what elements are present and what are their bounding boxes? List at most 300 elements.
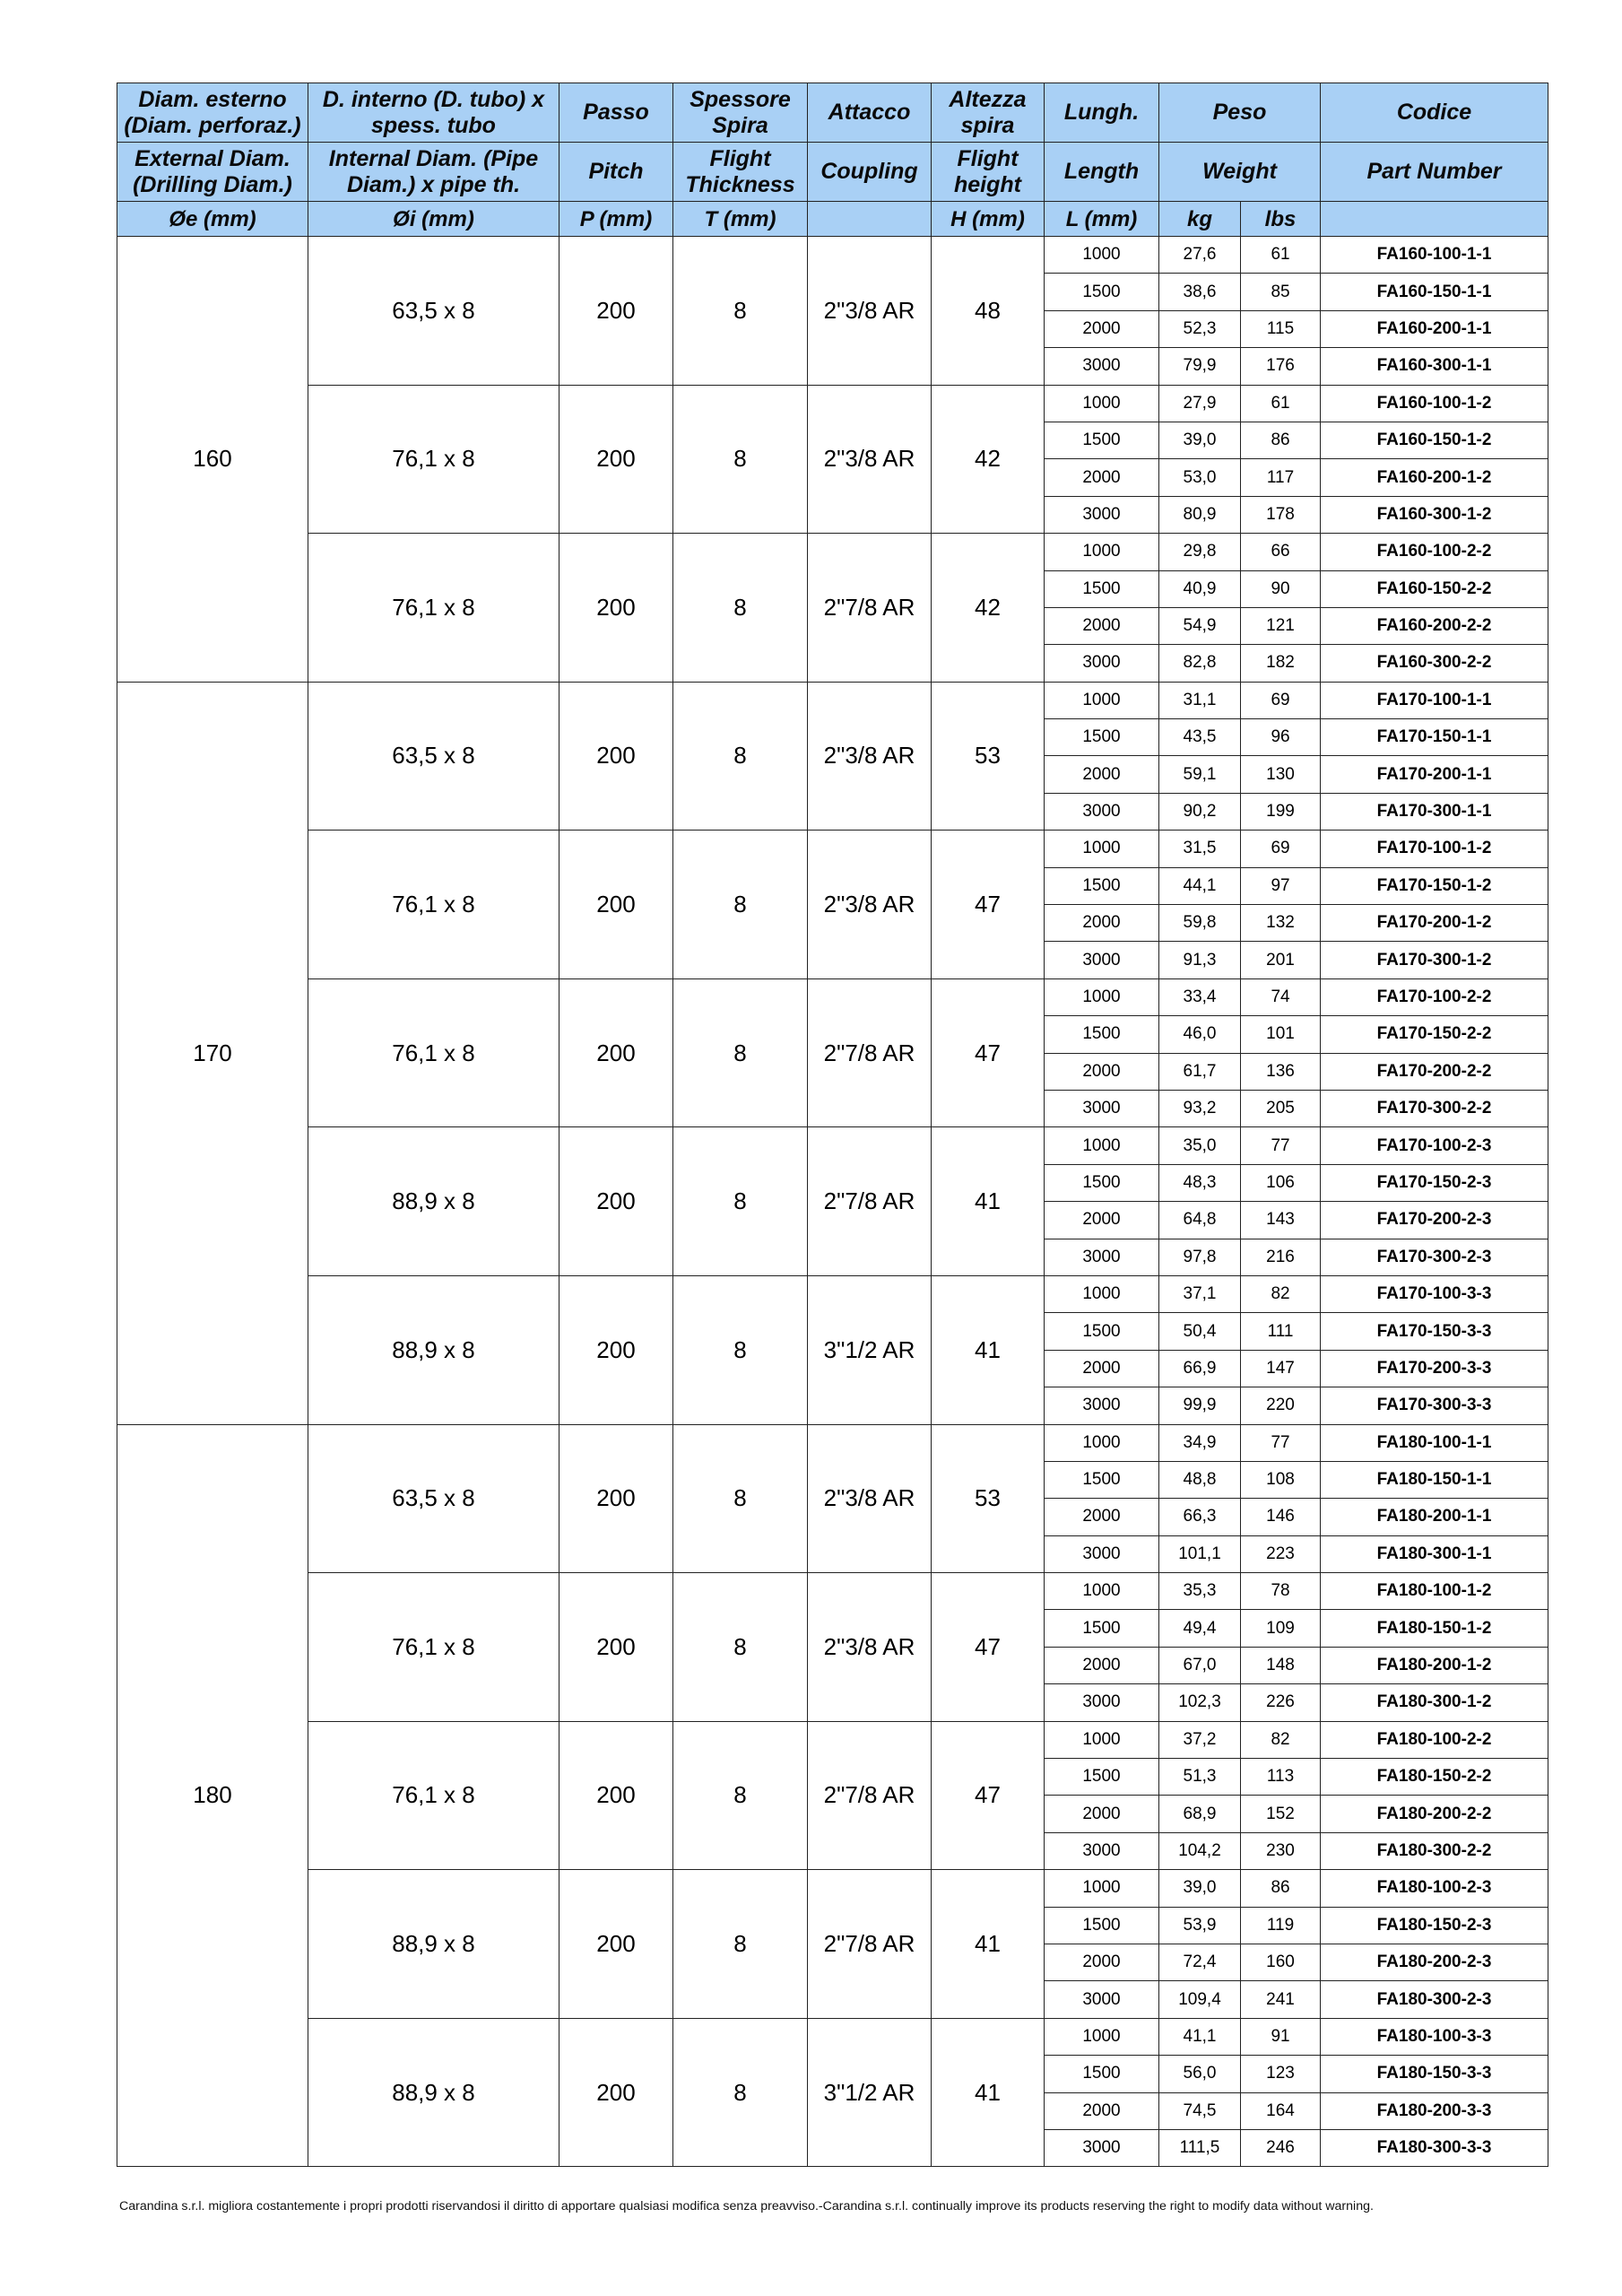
length-cell: 1000 (1045, 1721, 1159, 1758)
part-number-cell: FA160-200-1-1 (1321, 310, 1548, 347)
part-number-cell: FA160-100-2-2 (1321, 534, 1548, 570)
length-cell: 1500 (1045, 2056, 1159, 2092)
length-cell: 1000 (1045, 237, 1159, 274)
col-header-coupling-en: Coupling (808, 143, 932, 202)
length-cell: 3000 (1045, 1981, 1159, 2018)
header-row-units (117, 202, 1548, 237)
part-number-cell: FA180-300-1-1 (1321, 1535, 1548, 1572)
part-number-cell: FA170-150-2-3 (1321, 1164, 1548, 1201)
unit-code (1321, 202, 1548, 237)
weight-lbs-cell: 77 (1241, 1127, 1321, 1164)
internal-diameter-cell: 76,1 x 8 (308, 1721, 559, 1870)
part-number-cell: FA170-100-3-3 (1321, 1275, 1548, 1312)
part-number-cell: FA170-150-3-3 (1321, 1313, 1548, 1350)
weight-kg-cell: 46,0 (1159, 1016, 1241, 1053)
part-number-cell: FA180-100-3-3 (1321, 2018, 1548, 2055)
table-row (117, 237, 1548, 274)
table-row (117, 682, 1548, 718)
weight-lbs-cell: 132 (1241, 905, 1321, 942)
table-row (117, 1721, 1548, 1758)
col-header-thickness-it: Spessore Spira (673, 83, 808, 143)
weight-kg-cell: 29,8 (1159, 534, 1241, 570)
part-number-cell: FA170-200-2-3 (1321, 1202, 1548, 1239)
weight-lbs-cell: 97 (1241, 867, 1321, 904)
thickness-cell: 8 (673, 831, 808, 979)
weight-kg-cell: 61,7 (1159, 1053, 1241, 1090)
length-cell: 2000 (1045, 1647, 1159, 1683)
part-number-cell: FA170-200-3-3 (1321, 1350, 1548, 1387)
length-cell: 1000 (1045, 1127, 1159, 1164)
coupling-cell: 2"7/8 AR (808, 978, 932, 1127)
length-cell: 1000 (1045, 1424, 1159, 1461)
weight-kg-cell: 72,4 (1159, 1944, 1241, 1980)
part-number-cell: FA160-200-2-2 (1321, 607, 1548, 644)
table-row (117, 1275, 1548, 1312)
weight-kg-cell: 59,1 (1159, 756, 1241, 793)
weight-lbs-cell: 178 (1241, 496, 1321, 533)
weight-lbs-cell: 160 (1241, 1944, 1321, 1980)
weight-lbs-cell: 77 (1241, 1424, 1321, 1461)
weight-kg-cell: 101,1 (1159, 1535, 1241, 1572)
weight-lbs-cell: 143 (1241, 1202, 1321, 1239)
weight-lbs-cell: 69 (1241, 682, 1321, 718)
length-cell: 1000 (1045, 385, 1159, 422)
pitch-cell: 200 (559, 1573, 673, 1722)
length-cell: 3000 (1045, 1535, 1159, 1572)
col-header-weight-en: Weight (1159, 143, 1321, 202)
weight-kg-cell: 35,0 (1159, 1127, 1241, 1164)
footer-disclaimer: Carandina s.r.l. migliora costantemente i propri prodotti riservandosi il diritto di apportare qualsiasi modifica senza preavviso.-Carandina s.r.l. continually improve its products reserving the right to modify data without warning. (119, 2199, 1374, 2213)
part-number-cell: FA160-300-2-2 (1321, 645, 1548, 682)
flight-height-cell: 53 (932, 682, 1045, 831)
weight-kg-cell: 67,0 (1159, 1647, 1241, 1683)
part-number-cell: FA180-150-1-1 (1321, 1461, 1548, 1498)
coupling-cell: 2"3/8 AR (808, 831, 932, 979)
thickness-cell: 8 (673, 1424, 808, 1573)
unit-ext-diam: Øe (mm) (117, 202, 308, 237)
flight-height-cell: 41 (932, 1275, 1045, 1424)
weight-kg-cell: 44,1 (1159, 867, 1241, 904)
unit-height: H (mm) (932, 202, 1045, 237)
length-cell: 1500 (1045, 1313, 1159, 1350)
length-cell: 1000 (1045, 1870, 1159, 1907)
weight-lbs-cell: 66 (1241, 534, 1321, 570)
external-diameter-cell: 160 (117, 237, 308, 683)
weight-lbs-cell: 109 (1241, 1610, 1321, 1647)
unit-thickness: T (mm) (673, 202, 808, 237)
part-number-cell: FA180-200-3-3 (1321, 2092, 1548, 2129)
length-cell: 3000 (1045, 645, 1159, 682)
weight-kg-cell: 80,9 (1159, 496, 1241, 533)
flight-height-cell: 47 (932, 831, 1045, 979)
weight-kg-cell: 35,3 (1159, 1573, 1241, 1610)
internal-diameter-cell: 88,9 x 8 (308, 2018, 559, 2167)
length-cell: 1500 (1045, 1907, 1159, 1944)
weight-kg-cell: 48,8 (1159, 1461, 1241, 1498)
weight-lbs-cell: 61 (1241, 385, 1321, 422)
weight-lbs-cell: 101 (1241, 1016, 1321, 1053)
part-number-cell: FA170-100-1-2 (1321, 831, 1548, 867)
flight-height-cell: 41 (932, 1127, 1045, 1276)
part-number-cell: FA180-100-1-2 (1321, 1573, 1548, 1610)
weight-lbs-cell: 230 (1241, 1832, 1321, 1869)
weight-lbs-cell: 146 (1241, 1499, 1321, 1535)
length-cell: 2000 (1045, 1202, 1159, 1239)
part-number-cell: FA180-300-2-3 (1321, 1981, 1548, 2018)
unit-int-diam: Øi (mm) (308, 202, 559, 237)
table-row (117, 1424, 1548, 1461)
part-number-cell: FA180-100-1-1 (1321, 1424, 1548, 1461)
length-cell: 1000 (1045, 682, 1159, 718)
part-number-cell: FA170-150-2-2 (1321, 1016, 1548, 1053)
pitch-cell: 200 (559, 1424, 673, 1573)
weight-lbs-cell: 199 (1241, 793, 1321, 830)
auger-spec-table (117, 83, 1548, 2167)
length-cell: 1500 (1045, 1016, 1159, 1053)
col-header-pitch-it: Passo (559, 83, 673, 143)
weight-lbs-cell: 130 (1241, 756, 1321, 793)
length-cell: 2000 (1045, 310, 1159, 347)
weight-kg-cell: 37,1 (1159, 1275, 1241, 1312)
unit-pitch: P (mm) (559, 202, 673, 237)
part-number-cell: FA170-200-1-2 (1321, 905, 1548, 942)
weight-lbs-cell: 119 (1241, 1907, 1321, 1944)
weight-lbs-cell: 117 (1241, 459, 1321, 496)
weight-kg-cell: 27,9 (1159, 385, 1241, 422)
thickness-cell: 8 (673, 385, 808, 534)
weight-lbs-cell: 226 (1241, 1684, 1321, 1721)
part-number-cell: FA160-300-1-2 (1321, 496, 1548, 533)
weight-lbs-cell: 69 (1241, 831, 1321, 867)
length-cell: 1000 (1045, 1573, 1159, 1610)
part-number-cell: FA180-300-1-2 (1321, 1684, 1548, 1721)
pitch-cell: 200 (559, 385, 673, 534)
weight-lbs-cell: 108 (1241, 1461, 1321, 1498)
length-cell: 3000 (1045, 348, 1159, 385)
part-number-cell: FA170-100-2-2 (1321, 978, 1548, 1015)
part-number-cell: FA160-200-1-2 (1321, 459, 1548, 496)
weight-lbs-cell: 74 (1241, 978, 1321, 1015)
col-header-coupling-it: Attacco (808, 83, 932, 143)
part-number-cell: FA170-200-1-1 (1321, 756, 1548, 793)
flight-height-cell: 42 (932, 534, 1045, 683)
weight-lbs-cell: 216 (1241, 1239, 1321, 1275)
weight-lbs-cell: 201 (1241, 942, 1321, 978)
thickness-cell: 8 (673, 1127, 808, 1276)
table-header (117, 83, 1548, 237)
part-number-cell: FA170-150-1-1 (1321, 719, 1548, 756)
weight-kg-cell: 99,9 (1159, 1387, 1241, 1424)
weight-kg-cell: 43,5 (1159, 719, 1241, 756)
internal-diameter-cell: 88,9 x 8 (308, 1275, 559, 1424)
weight-lbs-cell: 164 (1241, 2092, 1321, 2129)
coupling-cell: 2"3/8 AR (808, 1573, 932, 1722)
external-diameter-cell: 170 (117, 682, 308, 1424)
weight-lbs-cell: 147 (1241, 1350, 1321, 1387)
internal-diameter-cell: 63,5 x 8 (308, 237, 559, 386)
part-number-cell: FA170-300-3-3 (1321, 1387, 1548, 1424)
length-cell: 1000 (1045, 831, 1159, 867)
coupling-cell: 2"7/8 AR (808, 534, 932, 683)
length-cell: 1500 (1045, 1461, 1159, 1498)
part-number-cell: FA180-150-3-3 (1321, 2056, 1548, 2092)
length-cell: 3000 (1045, 2129, 1159, 2166)
coupling-cell: 3"1/2 AR (808, 2018, 932, 2167)
col-header-pitch-en: Pitch (559, 143, 673, 202)
length-cell: 3000 (1045, 793, 1159, 830)
pitch-cell: 200 (559, 1870, 673, 2019)
length-cell: 1500 (1045, 570, 1159, 607)
part-number-cell: FA180-150-2-3 (1321, 1907, 1548, 1944)
thickness-cell: 8 (673, 534, 808, 683)
weight-lbs-cell: 85 (1241, 274, 1321, 310)
length-cell: 2000 (1045, 756, 1159, 793)
part-number-cell: FA170-100-1-1 (1321, 682, 1548, 718)
length-cell: 3000 (1045, 942, 1159, 978)
weight-kg-cell: 109,4 (1159, 1981, 1241, 2018)
weight-lbs-cell: 223 (1241, 1535, 1321, 1572)
flight-height-cell: 47 (932, 1721, 1045, 1870)
weight-lbs-cell: 220 (1241, 1387, 1321, 1424)
weight-lbs-cell: 91 (1241, 2018, 1321, 2055)
part-number-cell: FA170-300-1-2 (1321, 942, 1548, 978)
table-row (117, 831, 1548, 867)
length-cell: 2000 (1045, 1499, 1159, 1535)
part-number-cell: FA170-300-2-2 (1321, 1090, 1548, 1126)
coupling-cell: 2"3/8 AR (808, 237, 932, 386)
weight-kg-cell: 50,4 (1159, 1313, 1241, 1350)
weight-kg-cell: 102,3 (1159, 1684, 1241, 1721)
length-cell: 3000 (1045, 496, 1159, 533)
flight-height-cell: 48 (932, 237, 1045, 386)
weight-kg-cell: 79,9 (1159, 348, 1241, 385)
coupling-cell: 2"3/8 AR (808, 385, 932, 534)
weight-kg-cell: 41,1 (1159, 2018, 1241, 2055)
coupling-cell: 2"7/8 AR (808, 1127, 932, 1276)
part-number-cell: FA160-150-1-2 (1321, 422, 1548, 458)
length-cell: 3000 (1045, 1239, 1159, 1275)
length-cell: 1500 (1045, 867, 1159, 904)
col-header-code-en: Part Number (1321, 143, 1548, 202)
weight-lbs-cell: 86 (1241, 422, 1321, 458)
part-number-cell: FA160-100-1-2 (1321, 385, 1548, 422)
flight-height-cell: 53 (932, 1424, 1045, 1573)
pitch-cell: 200 (559, 831, 673, 979)
part-number-cell: FA160-150-2-2 (1321, 570, 1548, 607)
length-cell: 3000 (1045, 1684, 1159, 1721)
pitch-cell: 200 (559, 1127, 673, 1276)
weight-lbs-cell: 148 (1241, 1647, 1321, 1683)
pitch-cell: 200 (559, 534, 673, 683)
length-cell: 1500 (1045, 719, 1159, 756)
weight-kg-cell: 54,9 (1159, 607, 1241, 644)
col-header-weight-it: Peso (1159, 83, 1321, 143)
weight-lbs-cell: 241 (1241, 1981, 1321, 2018)
unit-length: L (mm) (1045, 202, 1159, 237)
pitch-cell: 200 (559, 1275, 673, 1424)
weight-kg-cell: 53,9 (1159, 1907, 1241, 1944)
table-row (117, 534, 1548, 570)
table-row (117, 385, 1548, 422)
length-cell: 2000 (1045, 1053, 1159, 1090)
weight-lbs-cell: 121 (1241, 607, 1321, 644)
col-header-ext-diam-it: Diam. esterno (Diam. perforaz.) (117, 83, 308, 143)
coupling-cell: 2"7/8 AR (808, 1721, 932, 1870)
internal-diameter-cell: 76,1 x 8 (308, 534, 559, 683)
header-row-italian (117, 83, 1548, 143)
col-header-code-it: Codice (1321, 83, 1548, 143)
length-cell: 1500 (1045, 1610, 1159, 1647)
weight-kg-cell: 39,0 (1159, 422, 1241, 458)
pitch-cell: 200 (559, 237, 673, 386)
length-cell: 2000 (1045, 1350, 1159, 1387)
flight-height-cell: 42 (932, 385, 1045, 534)
part-number-cell: FA180-100-2-2 (1321, 1721, 1548, 1758)
thickness-cell: 8 (673, 978, 808, 1127)
weight-lbs-cell: 78 (1241, 1573, 1321, 1610)
length-cell: 2000 (1045, 607, 1159, 644)
length-cell: 1500 (1045, 274, 1159, 310)
weight-kg-cell: 68,9 (1159, 1796, 1241, 1832)
weight-kg-cell: 38,6 (1159, 274, 1241, 310)
weight-kg-cell: 74,5 (1159, 2092, 1241, 2129)
length-cell: 3000 (1045, 1387, 1159, 1424)
weight-lbs-cell: 90 (1241, 570, 1321, 607)
length-cell: 1500 (1045, 422, 1159, 458)
length-cell: 1500 (1045, 1759, 1159, 1796)
table-row (117, 2018, 1548, 2055)
weight-kg-cell: 64,8 (1159, 1202, 1241, 1239)
weight-lbs-cell: 111 (1241, 1313, 1321, 1350)
weight-kg-cell: 93,2 (1159, 1090, 1241, 1126)
flight-height-cell: 47 (932, 978, 1045, 1127)
length-cell: 2000 (1045, 1944, 1159, 1980)
part-number-cell: FA160-100-1-1 (1321, 237, 1548, 274)
part-number-cell: FA180-150-2-2 (1321, 1759, 1548, 1796)
weight-lbs-cell: 246 (1241, 2129, 1321, 2166)
flight-height-cell: 41 (932, 2018, 1045, 2167)
col-header-height-en: Flight height (932, 143, 1045, 202)
weight-kg-cell: 91,3 (1159, 942, 1241, 978)
table-row (117, 1127, 1548, 1164)
weight-lbs-cell: 115 (1241, 310, 1321, 347)
length-cell: 3000 (1045, 1090, 1159, 1126)
weight-kg-cell: 59,8 (1159, 905, 1241, 942)
weight-lbs-cell: 152 (1241, 1796, 1321, 1832)
part-number-cell: FA180-300-3-3 (1321, 2129, 1548, 2166)
weight-kg-cell: 111,5 (1159, 2129, 1241, 2166)
weight-kg-cell: 53,0 (1159, 459, 1241, 496)
length-cell: 2000 (1045, 2092, 1159, 2129)
weight-kg-cell: 90,2 (1159, 793, 1241, 830)
coupling-cell: 2"3/8 AR (808, 1424, 932, 1573)
part-number-cell: FA170-100-2-3 (1321, 1127, 1548, 1164)
table-row (117, 1573, 1548, 1610)
part-number-cell: FA160-150-1-1 (1321, 274, 1548, 310)
part-number-cell: FA180-300-2-2 (1321, 1832, 1548, 1869)
pitch-cell: 200 (559, 2018, 673, 2167)
part-number-cell: FA180-200-2-2 (1321, 1796, 1548, 1832)
thickness-cell: 8 (673, 1275, 808, 1424)
weight-lbs-cell: 96 (1241, 719, 1321, 756)
weight-lbs-cell: 123 (1241, 2056, 1321, 2092)
weight-lbs-cell: 113 (1241, 1759, 1321, 1796)
length-cell: 1000 (1045, 978, 1159, 1015)
length-cell: 2000 (1045, 1796, 1159, 1832)
weight-kg-cell: 104,2 (1159, 1832, 1241, 1869)
part-number-cell: FA180-200-1-1 (1321, 1499, 1548, 1535)
length-cell: 2000 (1045, 459, 1159, 496)
internal-diameter-cell: 76,1 x 8 (308, 1573, 559, 1722)
length-cell: 1000 (1045, 2018, 1159, 2055)
table-body (117, 237, 1548, 2167)
unit-lbs: lbs (1241, 202, 1321, 237)
weight-lbs-cell: 136 (1241, 1053, 1321, 1090)
thickness-cell: 8 (673, 682, 808, 831)
weight-kg-cell: 56,0 (1159, 2056, 1241, 2092)
internal-diameter-cell: 63,5 x 8 (308, 1424, 559, 1573)
coupling-cell: 3"1/2 AR (808, 1275, 932, 1424)
weight-kg-cell: 66,9 (1159, 1350, 1241, 1387)
weight-kg-cell: 97,8 (1159, 1239, 1241, 1275)
length-cell: 1000 (1045, 1275, 1159, 1312)
weight-kg-cell: 48,3 (1159, 1164, 1241, 1201)
thickness-cell: 8 (673, 1870, 808, 2019)
pitch-cell: 200 (559, 1721, 673, 1870)
weight-lbs-cell: 106 (1241, 1164, 1321, 1201)
coupling-cell: 2"3/8 AR (808, 682, 932, 831)
thickness-cell: 8 (673, 2018, 808, 2167)
col-header-ext-diam-en: External Diam. (Drilling Diam.) (117, 143, 308, 202)
length-cell: 1000 (1045, 534, 1159, 570)
weight-kg-cell: 39,0 (1159, 1870, 1241, 1907)
weight-kg-cell: 52,3 (1159, 310, 1241, 347)
table-row (117, 978, 1548, 1015)
thickness-cell: 8 (673, 237, 808, 386)
part-number-cell: FA180-150-1-2 (1321, 1610, 1548, 1647)
weight-kg-cell: 51,3 (1159, 1759, 1241, 1796)
length-cell: 2000 (1045, 905, 1159, 942)
part-number-cell: FA180-200-2-3 (1321, 1944, 1548, 1980)
flight-height-cell: 41 (932, 1870, 1045, 2019)
part-number-cell: FA160-300-1-1 (1321, 348, 1548, 385)
part-number-cell: FA170-300-2-3 (1321, 1239, 1548, 1275)
col-header-thickness-en: Flight Thickness (673, 143, 808, 202)
thickness-cell: 8 (673, 1573, 808, 1722)
coupling-cell: 2"7/8 AR (808, 1870, 932, 2019)
weight-kg-cell: 37,2 (1159, 1721, 1241, 1758)
part-number-cell: FA170-200-2-2 (1321, 1053, 1548, 1090)
internal-diameter-cell: 88,9 x 8 (308, 1870, 559, 2019)
unit-kg: kg (1159, 202, 1241, 237)
internal-diameter-cell: 76,1 x 8 (308, 385, 559, 534)
weight-lbs-cell: 82 (1241, 1721, 1321, 1758)
internal-diameter-cell: 63,5 x 8 (308, 682, 559, 831)
header-row-english (117, 143, 1548, 202)
weight-lbs-cell: 176 (1241, 348, 1321, 385)
weight-lbs-cell: 205 (1241, 1090, 1321, 1126)
flight-height-cell: 47 (932, 1573, 1045, 1722)
part-number-cell: FA180-200-1-2 (1321, 1647, 1548, 1683)
weight-kg-cell: 82,8 (1159, 645, 1241, 682)
weight-kg-cell: 49,4 (1159, 1610, 1241, 1647)
col-header-height-it: Altezza spira (932, 83, 1045, 143)
unit-coupling (808, 202, 932, 237)
col-header-int-diam-it: D. interno (D. tubo) x spess. tubo (308, 83, 559, 143)
weight-lbs-cell: 182 (1241, 645, 1321, 682)
pitch-cell: 200 (559, 682, 673, 831)
length-cell: 1500 (1045, 1164, 1159, 1201)
